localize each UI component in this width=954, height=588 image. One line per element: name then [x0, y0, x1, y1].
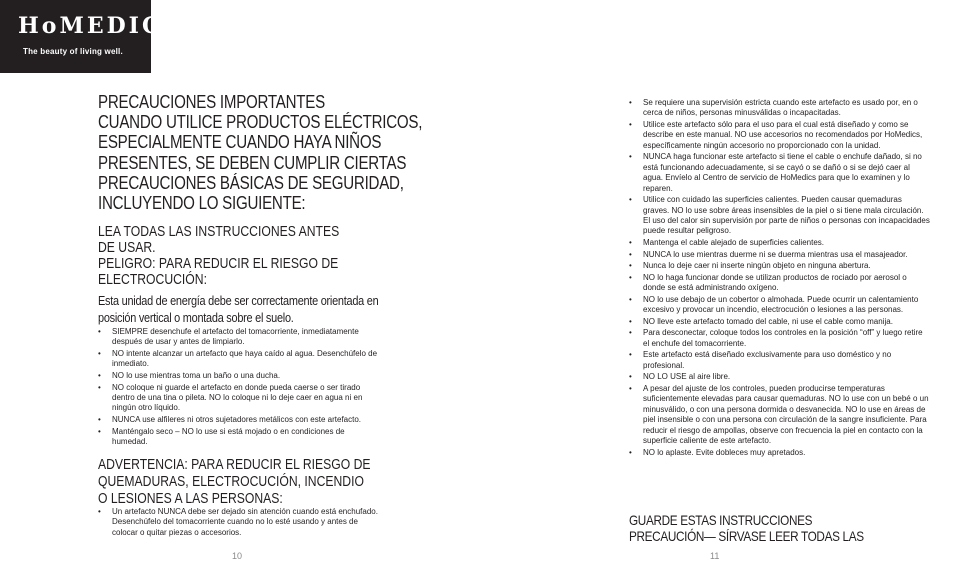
homedics-logo [0, 0, 182, 73]
danger-heading-line: ELECTROCUCIÓN: [98, 272, 207, 288]
list-item: • NO intente alcanzar un artefacto que haya caído al agua. Desenchúfelo de inmediato. [98, 349, 380, 370]
list-item: • Utilice este artefacto sólo para el uso para el cual está diseñado y como se describe en este manual. NO use accesorios no recomendados por HoMedics, específicamente ningún accesorio no proporcionado con la unidad. [629, 120, 930, 151]
list-item: • NO lleve este artefacto tomado del cable, ni use el cable como manija. [629, 317, 930, 327]
read-heading-line: LEA TODAS LAS INSTRUCCIONES ANTES [98, 224, 340, 240]
list-item: • NO coloque ni guarde el artefacto en donde pueda caerse o ser tirado dentro de una tina o pileta. NO lo coloque ni lo deje caer en agua ni en ningún otro líquido. [98, 383, 380, 414]
list-item: • Un artefacto NUNCA debe ser dejado sin atención cuando está enchufado. Desenchúfelo del tomacorriente cuando no lo esté usando y antes de colocar o quitar piezas o accesorios. [98, 507, 380, 538]
list-item: • NUNCA use alfileres ni otros sujetadores metálicos con este artefacto. [98, 415, 380, 425]
main-heading [98, 92, 484, 213]
warning-heading-line: QUEMADURAS, ELECTROCUCIÓN, INCENDIO [98, 474, 364, 491]
main-heading-line: PRECAUCIONES IMPORTANTES [98, 92, 325, 112]
list-item: • Nunca lo deje caer ni inserte ningún objeto en ninguna abertura. [629, 261, 930, 271]
list-item: • NO lo use mientras toma un baño o una ducha. [98, 371, 380, 381]
list-item: • NO LO USE al aire libre. [629, 372, 930, 382]
note-line: posición vertical o montada sobre el suelo. [98, 310, 294, 325]
save-heading-line: GUARDE ESTAS INSTRUCCIONES [629, 512, 813, 528]
warning-list [98, 507, 380, 539]
list-item: • NO lo haga funcionar donde se utilizan productos de rociado por aerosol o donde se está administrando oxígeno. [629, 273, 930, 294]
main-heading-line: PRESENTES, SE DEBEN CUMPLIR CIERTAS [98, 152, 407, 173]
main-heading-line: CUANDO UTILICE PRODUCTOS ELÉCTRICOS, [98, 112, 423, 133]
main-heading-line: ESPECIALMENTE CUANDO HAYA NIÑOS [98, 132, 382, 153]
list-item: • SIEMPRE desenchufe el artefacto del tomacorriente, inmediatamente después de usar y antes de limpiarlo. [98, 327, 380, 348]
list-item: • Manténgalo seco – NO lo use si está mojado o en condiciones de humedad. [98, 427, 380, 448]
list-item: • NUNCA lo use mientras duerme ni se duerma mientras usa el masajeador. [629, 250, 930, 260]
precautions-list [629, 98, 930, 459]
page-number-right: 11 [710, 551, 720, 561]
page-number-left: 10 [232, 551, 243, 561]
danger-list [98, 327, 380, 449]
logo-wordmark: HoMEDICS [18, 13, 182, 39]
warning-heading-line: O LESIONES A LAS PERSONAS: [98, 491, 283, 508]
orientation-note [98, 292, 432, 326]
caution-heading-line: PRECAUCIÓN— SÍRVASE LEER TODAS LAS [629, 528, 864, 544]
read-heading-line: DE USAR. [98, 240, 156, 256]
logo-tagline: The beauty of living well. [23, 47, 123, 56]
list-item: • A pesar del ajuste de los controles, pueden producirse temperaturas suficientemente elevadas para causar quemaduras. NO lo use con un bebé o un minusválido, o con una persona dormida o desvanecida. NO lo use en áreas de piel insensible o con una persona con circulación de la sangre insuficiente. Para reducir el riesgo de ampollas, observe con frecuencia la piel en contacto con la superficie caliente de este artefacto. [629, 384, 930, 446]
list-item: • NO lo aplaste. Evite dobleces muy apretados. [629, 448, 930, 458]
main-heading-line: INCLUYENDO LO SIGUIENTE: [98, 193, 306, 214]
list-item: • Mantenga el cable alejado de superficies calientes. [629, 238, 930, 248]
note-line: Esta unidad de energía debe ser correctamente orientada en [98, 293, 379, 308]
list-item: • Utilice con cuidado las superficies calientes. Pueden causar quemaduras graves. NO lo use sobre áreas insensibles de la piel o si tiene mala circulación. El uso del calor sin supervisión por parte de niños o personas con incapacidades puede resultar peligroso. [629, 195, 930, 237]
read-instructions-heading [98, 224, 385, 288]
main-heading-line: PRECAUCIONES BÁSICAS DE SEGURIDAD, [98, 172, 404, 193]
list-item: • Para desconectar, coloque todos los controles en la posición “off” y luego retire el enchufe del tomacorriente. [629, 328, 930, 349]
list-item: • NUNCA haga funcionar este artefacto si tiene el cable o enchufe dañado, si no está funcionando adecuadamente, si se cayó o se dañó o si se dejó caer al agua. Envíelo al Centro de servicio de HoMedics para que lo examinen y lo reparen. [629, 152, 930, 194]
list-item: • Este artefacto está diseñado exclusivamente para uso doméstico y no profesional. [629, 350, 930, 371]
list-item: • NO lo use debajo de un cobertor o almohada. Puede ocurrir un calentamiento excesivo y provocar un incendio, electrocución o lesiones a las personas. [629, 295, 930, 316]
warning-heading-line: ADVERTENCIA: PARA REDUCIR EL RIESGO DE [98, 457, 371, 473]
danger-heading-line: PELIGRO: PARA REDUCIR EL RIESGO DE [98, 256, 339, 272]
warning-heading [98, 457, 422, 509]
list-item: • Se requiere una supervisión estricta cuando este artefacto es usado por, en o cerca de niños, personas minusválidas o incapacitadas. [629, 98, 930, 119]
save-instructions-heading [629, 512, 908, 544]
